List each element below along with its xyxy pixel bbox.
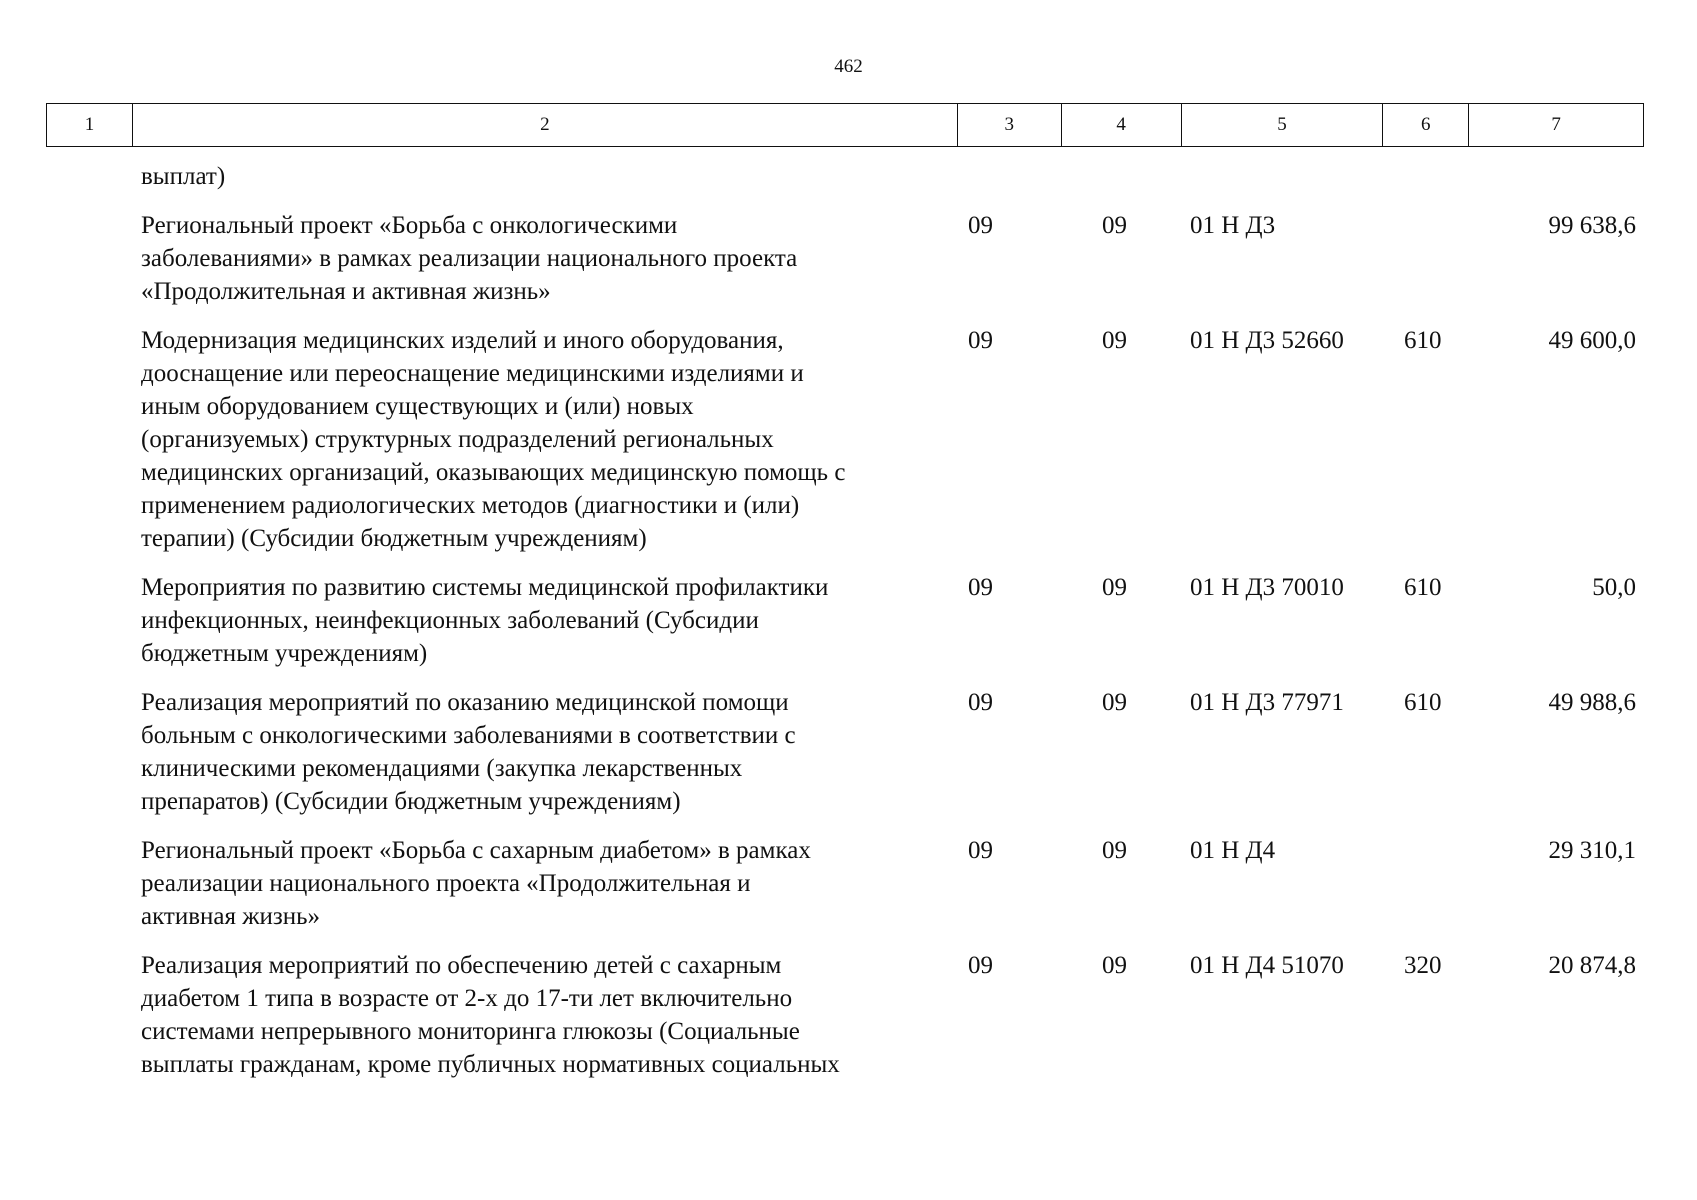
description-line: медицинских организаций, оказывающих медицинскую помощь с	[141, 459, 846, 486]
header-col-5: 5	[1182, 104, 1384, 146]
continuation-text: выплат)	[141, 163, 226, 190]
row-col-6: 610	[1404, 574, 1442, 601]
row-description	[46, 686, 958, 818]
description-line: больным с онкологическими заболеваниями в соответствии с	[141, 722, 796, 749]
row-description	[46, 834, 958, 933]
description-line: бюджетным учреждениям)	[141, 640, 428, 667]
description-line: системами непрерывного мониторинга глюкозы (Социальные	[141, 1018, 800, 1045]
description-line: Модернизация медицинских изделий и иного оборудования,	[141, 327, 784, 354]
row-col-3: 09	[968, 837, 993, 864]
row-col-5: 01 Н Д3 52660	[1190, 327, 1344, 354]
header-col-6: 6	[1383, 104, 1469, 146]
row-col-3: 09	[968, 574, 993, 601]
row-col-4: 09	[1102, 574, 1127, 601]
row-description	[46, 209, 958, 308]
row-col-7: 49 600,0	[1548, 327, 1636, 354]
description-line: (организуемых) структурных подразделений региональных	[141, 426, 774, 453]
description-line: препаратов) (Субсидии бюджетным учреждениям)	[141, 788, 681, 815]
row-col-6: 610	[1404, 689, 1442, 716]
row-col-7: 50,0	[1592, 574, 1636, 601]
description-line: диабетом 1 типа в возрасте от 2-х до 17-ти лет включительно	[141, 985, 793, 1012]
description-line: дооснащение или переоснащение медицинскими изделиями и	[141, 360, 804, 387]
row-col-3: 09	[968, 689, 993, 716]
table-row	[46, 686, 1644, 818]
row-description	[46, 324, 958, 555]
description-line: инфекционных, неинфекционных заболеваний (Субсидии	[141, 607, 759, 634]
header-col-3: 3	[958, 104, 1062, 146]
description-line: Реализация мероприятий по оказанию медицинской помощи	[141, 689, 789, 716]
row-description	[46, 571, 958, 670]
description-line: Реализация мероприятий по обеспечению детей с сахарным	[141, 952, 782, 979]
row-col-7: 49 988,6	[1548, 689, 1636, 716]
row-col-6	[1384, 209, 1470, 308]
header-col-7: 7	[1551, 114, 1561, 135]
continuation-row	[46, 160, 1644, 193]
row-col-7: 20 874,8	[1548, 952, 1636, 979]
description-line: клиническими рекомендациями (закупка лекарственных	[141, 755, 743, 782]
table-row	[46, 834, 1644, 933]
row-col-5: 01 Н Д3	[1190, 212, 1276, 239]
row-col-3: 09	[968, 327, 993, 354]
description-line: заболеваниями» в рамках реализации национального проекта	[141, 245, 798, 272]
table-row	[46, 949, 1644, 1081]
description-line: реализации национального проекта «Продолжительная и	[141, 870, 751, 897]
row-col-4: 09	[1102, 327, 1127, 354]
header-col-1: 1	[47, 104, 133, 146]
header-col-2: 2	[133, 104, 958, 146]
row-col-4: 09	[1102, 212, 1127, 239]
table-row	[46, 571, 1644, 670]
row-col-4: 09	[1102, 689, 1127, 716]
table-row	[46, 324, 1644, 555]
row-col-3: 09	[968, 212, 993, 239]
row-col-3: 09	[968, 952, 993, 979]
description-line: активная жизнь»	[141, 903, 321, 930]
row-col-6: 610	[1404, 327, 1442, 354]
description-line: Региональный проект «Борьба с сахарным диабетом» в рамках	[141, 837, 811, 864]
row-col-4: 09	[1102, 952, 1127, 979]
description-line: терапии) (Субсидии бюджетным учреждениям)	[141, 525, 647, 552]
row-col-5: 01 Н Д4 51070	[1190, 952, 1344, 979]
row-description	[46, 949, 958, 1081]
table-body	[46, 160, 1644, 1097]
row-col-5: 01 Н Д4	[1190, 837, 1276, 864]
row-col-6: 320	[1404, 952, 1442, 979]
row-col-4: 09	[1102, 837, 1127, 864]
row-col-7: 29 310,1	[1548, 837, 1636, 864]
row-col-7: 99 638,6	[1548, 212, 1636, 239]
description-line: Мероприятия по развитию системы медицинской профилактики	[141, 574, 829, 601]
row-col-5: 01 Н Д3 70010	[1190, 574, 1344, 601]
row-col-6	[1384, 834, 1470, 933]
description-line: Региональный проект «Борьба с онкологическими	[141, 212, 678, 239]
page-number: 462	[834, 56, 863, 77]
description-line: иным оборудованием существующих и (или) новых	[141, 393, 694, 420]
description-line: применением радиологических методов (диагностики и (или)	[141, 492, 800, 519]
header-col-4: 4	[1062, 104, 1182, 146]
description-line: выплаты гражданам, кроме публичных нормативных социальных	[141, 1051, 840, 1078]
table-header	[46, 103, 1644, 147]
row-col-5: 01 Н Д3 77971	[1190, 689, 1344, 716]
table-row	[46, 209, 1644, 308]
description-line: «Продолжительная и активная жизнь»	[141, 278, 551, 305]
